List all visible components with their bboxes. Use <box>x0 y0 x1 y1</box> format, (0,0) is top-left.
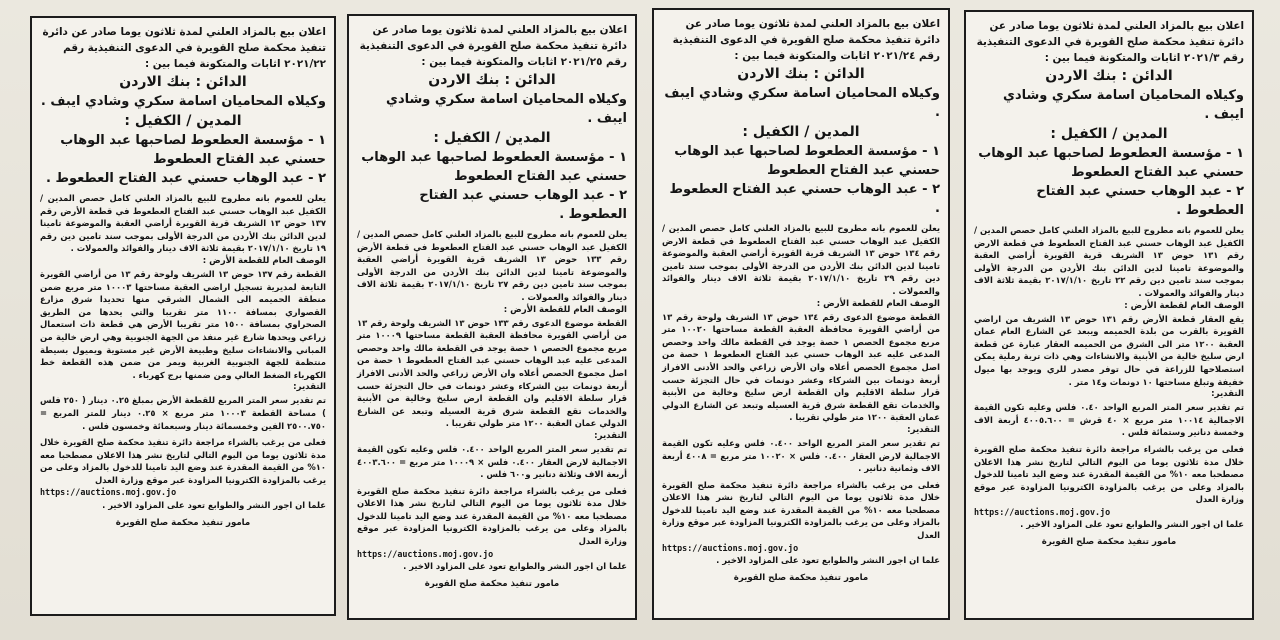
closing-text-2: علما ان اجور النشر والطوابع تعود على المزاود الاخير . <box>1020 519 1244 530</box>
closing-text: فعلى من يرغب بالشراء مراجعة دائرة تنفيذ محكمة صلح القويرة خلال مدة ثلاثون يوما من اليوم التالي لتاريخ نشر هذا الاعلان مصطحبا معه ١٠% من القيمة المقدرة عند وضع اليد تامينا للدخول بالمزاد وعلى من يرغب بالمزاودة الكترونيا المزاودة عبر موقع وزارة العدل <box>357 485 627 547</box>
intro-text: يعلن للعموم بانه مطروح للبيع بالمزاد العلني كامل حصص المدين / الكفيل عبد الوهاب حسني عبد الفتاح العطعوط في قطعة الارض رقم ١٣١ حوض ١٣ الشريف قرية القويرة أراضي العقبة والموضوعة تامينا لدين الدائن بنك الأردن من الدرجة الأولى بموجب سند تامين دين رقم ٢٢ تاريخ ٢٠١٧/١/١٠ بقيمة ثلاثة الاف دينار والفوائد والعمولات . <box>974 225 1245 298</box>
description-label: الوصف العام للقطعة الأرض : <box>503 304 627 315</box>
party-2: ٢ - عبد الوهاب حسني عبد الفتاح العطعوط . <box>1036 184 1244 218</box>
notice-header: اعلان بيع بالمزاد العلني لمدة ثلاثون يوما صادر عن دائرة تنفيذ محكمة صلح القويرة في الدعوى التنفيذية رقم ٢٠٢١/٢٥ اثابات والمتكونة فيما بين : <box>359 24 627 68</box>
creditor: الدائن : بنك الاردن <box>737 66 865 82</box>
lawyers: وكيلاه المحاميان اسامة سكري وشادي ايبف . <box>386 92 627 126</box>
closing-text-2: علما ان اجور النشر والطوابع تعود على المزاود الاخير . <box>716 555 940 566</box>
party-1: ١ - مؤسسة العطعوط لصاحبها عبد الوهاب حسني عبد الفتاح العطعوط <box>361 150 627 184</box>
notice-header: اعلان بيع بالمزاد العلني لمدة ثلاثون يوما صادر عن دائرة تنفيذ محكمة صلح القويرة في الدعوى التنفيذية رقم ٢٠٢١/٢٢ اثابات والمتكونة فيما بين : <box>42 26 326 70</box>
lawyers: وكيلاه المحاميان اسامة سكري وشادي ايبف . <box>40 94 326 109</box>
debtor-label: المدين / الكفيل : <box>742 124 860 140</box>
party-2: ٢ - عبد الوهاب حسني عبد الفتاح العطعوط . <box>419 188 627 222</box>
intro-text: يعلن للعموم بانه مطروح للبيع بالمزاد العلني كامل حصص المدين / الكفيل عبد الوهاب حسني عبد الفتاح العطعوط في قطعة الأرض رقم ١٣٣ حوض ١٣ الشريف قرية القويرة أراضي العقبة والموضوعة تامينا لدين الدائن بنك الأردن من الدرجة الأولى بموجب سند تامين دين رقم ٢٧ تاريخ ٢٠١٧/١/١٠ بقيمة ثلاثة الاف دينار والفوائد والعمولات . <box>357 229 628 302</box>
closing-text: فعلى من يرغب بالشراء مراجعة دائرة تنفيذ محكمة صلح القويرة خلال مدة ثلاثون يوما من اليوم التالي لتاريخ نشر هذا الاعلان مصطحبا معه ١٠% من القيمة المقدرة عند وضع اليد تامينا للدخول بالمزاد وعلى من يرغب بالمزاودة الكترونيا المزاودة عبر موقع وزارة العدل <box>974 443 1244 505</box>
estimate-text: تم تقدير سعر المتر المربع الواحد ٠.٤٠٠ فلس وعليه تكون القيمة الاجمالية لارض العقار ٠.٤٠٠ فلس × ١٠٠٢٠ متر مربع = ٤٠٠٨ أربعة الاف وثمانية دنانير . <box>662 437 940 474</box>
description-label: الوصف العام للقطعة الأرض : <box>816 298 940 309</box>
lawyers: وكيلاه المحاميان اسامة سكري وشادي ايبف . <box>664 86 940 120</box>
auction-url: https://auctions.moj.gov.jo <box>974 506 1111 517</box>
description-label: الوصف العام لقطعة الأرض : <box>1124 300 1244 311</box>
auction-notice-2 <box>652 8 950 620</box>
auction-notice-1 <box>964 10 1254 620</box>
notice-header: اعلان بيع بالمزاد العلني لمدة ثلاثون يوما صادر عن دائرة تنفيذ محكمة صلح القويرة في الدعوى التنفيذية رقم ٢٠٢١/٣ اثابات والمتكونة فيما بين : <box>976 20 1244 64</box>
creditor: الدائن : بنك الاردن <box>1045 68 1173 84</box>
estimate-text: تم تقدير سعر المتر المربع الواحد ٠.٤٠٠ فلس وعليه تكون القيمة الاجمالية لارض العقار ٠.٤٠٠ فلس × ١٠٠٠٩ متر مربع = ٤٠٠٣.٦٠٠ أربعة الاف وثلاثة دنانير و٦٠٠ فلس . <box>357 443 627 480</box>
lawyers: وكيلاه المحاميان اسامة سكري وشادي ايبف . <box>1003 88 1244 122</box>
auction-notice-3 <box>347 14 637 620</box>
creditor: الدائن : بنك الاردن <box>428 72 556 88</box>
party-1: ١ - مؤسسة العطعوط لصاحبها عبد الوهاب حسني عبد الفتاح العطعوط <box>674 144 940 178</box>
auction-notice-4 <box>30 16 336 616</box>
notice-header: اعلان بيع بالمزاد العلني لمدة ثلاثون يوما صادر عن دائرة تنفيذ محكمة صلح القويرة في الدعوى التنفيذية رقم ٢٠٢١/٢٤ اثابات والمتكونة فيما بين : <box>672 18 940 62</box>
debtor-label: المدين / الكفيل : <box>433 130 551 146</box>
auction-url: https://auctions.moj.gov.jo <box>40 487 177 498</box>
closing-text: فعلى من يرغب بالشراء مراجعة دائرة تنفيذ محكمة صلح القويرة خلال مدة ثلاثون يوما من اليوم التالي لتاريخ نشر هذا الاعلان مصطحبا معه ١٠% من القيمة المقدرة عند وضع اليد تامينا للدخول بالمزاد وعلى من يرغب بالمزاودة الكترونيا المزاودة عبر موقع وزارة العدل <box>40 437 326 485</box>
closing-text-2: علما ان اجور النشر والطوابع تعود على المزاود الاخير . <box>102 500 326 511</box>
description-text: يقع العقار قطعة الأرض رقم ١٣١ حوض ١٣ الشريف من اراضي القويرة بالقرب من بلدة الحميمه ويبعد عن الشارع العام عمان العقبة ١٢٠٠ متر الى الشرق من الحميمه العقار عبارة عن قطعة ارض سليخ خالية من الأبنية والانشاءات وهي ذات تربة رملية يمكن استصلاحها للزراعة في حال توفر مصدر للري ويوجد بها ميول خفيفة وتبلغ مساحتها ١٠ دونمات و١٤ متر . <box>974 313 1244 387</box>
estimate-text: تم تقدير سعر المتر المربع للقطعة الأرض بمبلغ ٠.٢٥ دينار ( ٢٥٠ فلس ) مساحة القطعة ١٠٠٠٣ متر مربع × ٠.٢٥ دينار للمتر المربع = ٢٥٠٠.٧٥٠ الفين وخمسمائة دينار وسبعمائة وخمسون فلس . <box>40 395 326 431</box>
description-text: القطعة موضوع الدعوى رقم ١٣٤ حوض ١٣ الشريف ولوحة رقم ١٣ من أراضي القويرة محافظة العقبة القطعة مساحتها ١٠٠٢٠ متر مربع مجموع الحصص ١ حصة يوجد في القطعة مالك واحد وحصص المدعى عليه عبد الوهاب حسني عبد الفتاح العطعوط ١ حصة من اصل مجموع الحصص أعلاه وان الأرض زراعي والحد الأدنى الافراز أربعة دونمات بين الشركاء وعشر دونمات في حال التجزئة حسب قرار سلطة الاقليم وان القطعة ارض سليخ وخالية من الأبنية والخدمات تقع القطعة شرق قرية العسيله وتبعد عن الشارع الدولي عمان العقبة ١٢٠٠ متر طولي تقريبا . <box>662 311 941 423</box>
estimate-label: التقدير: <box>293 382 326 393</box>
closing-text: فعلى من يرغب بالشراء مراجعة دائرة تنفيذ محكمة صلح القويرة خلال مدة ثلاثون يوما من اليوم التالي لتاريخ نشر هذا الاعلان مصطحبا معه ١٠% من القيمة المقدرة عند وضع اليد تامينا للدخول بالمزاد وعلى من يرغب بالمزاودة الكترونيا المزاودة عبر موقع وزارة العدل <box>662 479 940 541</box>
auction-url: https://auctions.moj.gov.jo <box>662 542 799 553</box>
notice-footer: مامور تنفيذ محكمة صلح القويرة <box>115 517 251 528</box>
description-text: القطعة رقم ١٣٧ حوض ١٣ الشريف ولوحة رقم ١٣ من أراضي القويرة التابعة لمديرية تسجيل اراضي العقبة مساحتها ١٠٠٠٣ متر مربع ضمن منطقة الحميمه الى الشمال الشرقي منها تحديدا شرق مزارع القصواري بمسافة ١١٠٠ متر تقريبا والتي يحدها من الطريق الصحراوي بمسافة ١٥٠٠ متر تقريبا الأرض هي قطعة ذات استعمال زراعي ويحدها شارع غير منفذ من الجهة الجنوبية وهي ارض خالية من المباني والانشاءات سليخ وطبيعة الأرض غير مستوية ويميول بسيطة منتظمة للجهة الجنوبية الغربية ويمر من ضمن هذه القطعة خط الكهرباء الضغط العالي ومن ضمنها برج كهرباء . <box>40 268 326 380</box>
party-2: ٢ - عبد الوهاب حسني عبد الفتاح العطعوط . <box>669 182 940 216</box>
estimate-label: التقدير: <box>907 424 940 435</box>
estimate-label: التقدير: <box>594 430 627 441</box>
notice-footer: مامور تنفيذ محكمة صلح القويرة <box>424 578 560 589</box>
party-2: ٢ - عبد الوهاب حسني عبد الفتاح العطعوط . <box>46 171 326 186</box>
debtor-label: المدين / الكفيل : <box>1050 126 1168 142</box>
auction-url: https://auctions.moj.gov.jo <box>357 548 494 559</box>
party-1: ١ - مؤسسة العطعوط لصاحبها عبد الوهاب حسني عبد الفتاح العطعوط <box>60 133 326 167</box>
debtor-label: المدين / الكفيل : <box>124 113 242 129</box>
estimate-label: التقدير: <box>1211 389 1244 400</box>
description-text: القطعة موضوع الدعوى رقم ١٣٣ حوض ١٣ الشريف ولوحة رقم ١٣ من أراضي القويرة محافظة العقبة القطعة مساحتها ١٠٠٠٩ متر مربع مجموع الحصص ١ حصة يوجد في القطعة مالك واحد وحصص المدعى عليه عبد الوهاب حسني عبد الفتاح العطعوط ١ حصة من اصل مجموع الحصص أعلاه وان الأرض زراعي والحد الأدنى الافراز أربعة دونمات بين الشركاء وعشر دونمات في حال التجزئة حسب قرار سلطة الاقليم وان القطعة ارض سليخ وخالية من الأبنية والخدمات تقع القطعة شرق قرية العسيله وتبعد عن الشارع الدولي عمان العقبة ١٢٠٠ متر طولي تقريبا . <box>357 317 628 429</box>
description-label: الوصف العام للقطعة الأرض : <box>202 255 326 266</box>
party-1: ١ - مؤسسة العطعوط لصاحبها عبد الوهاب حسني عبد الفتاح العطعوط <box>978 146 1244 180</box>
intro-text: يعلن للعموم بانه مطروح للبيع بالمزاد العلني كامل حصص المدين / الكفيل عبد الوهاب حسني عبد الفتاح العطعوط في قطعة الارض رقم ١٣٤ حوض ١٣ الشريف قرية القويرة أراضي العقبة والموضوعة تامينا لدين الدائن بنك الأردن من الدرجة الأولى بموجب سند تامين دين رقم ٢٩ تاريخ ٢٠١٧/١/١٠ بقيمة ثلاثة الاف دينار والفوائد والعمولات . <box>662 223 941 296</box>
estimate-text: تم تقدير سعر المتر المربع الواحد ٠.٤٠ فلس وعليه تكون القيمة الاجمالية ١٠٠١٤ متر مربع × ٤٠ قرش = ٤٠٠٥.٦٠٠ أربعة الاف وخمسة دنانير وستمائة فلس . <box>974 402 1245 438</box>
closing-text-2: علما ان اجور النشر والطوابع تعود على المزاود الاخير . <box>403 561 627 572</box>
intro-text: يعلن للعموم بانه مطروح للبيع بالمزاد العلني كامل حصص المدين / الكفيل عبد الوهاب حسني عبد الفتاح العطعوط في قطعة الأرض رقم ١٣٧ حوض ١٣ الشريف قرية القويرة أراضي العقبة والموضوعة تامينا لدين الدائن بنك الأردن من الدرجة الأولى بموجب سند تامين دين رقم ١٩ تاريخ ٢٠١٧/١/١٠ بقيمة ثلاثة الاف دينار والفوائد والعمولات . <box>40 193 326 254</box>
creditor: الدائن : بنك الاردن <box>119 74 247 90</box>
notice-footer: مامور تنفيذ محكمة صلح القويرة <box>733 572 869 583</box>
notice-footer: مامور تنفيذ محكمة صلح القويرة <box>1041 537 1177 548</box>
